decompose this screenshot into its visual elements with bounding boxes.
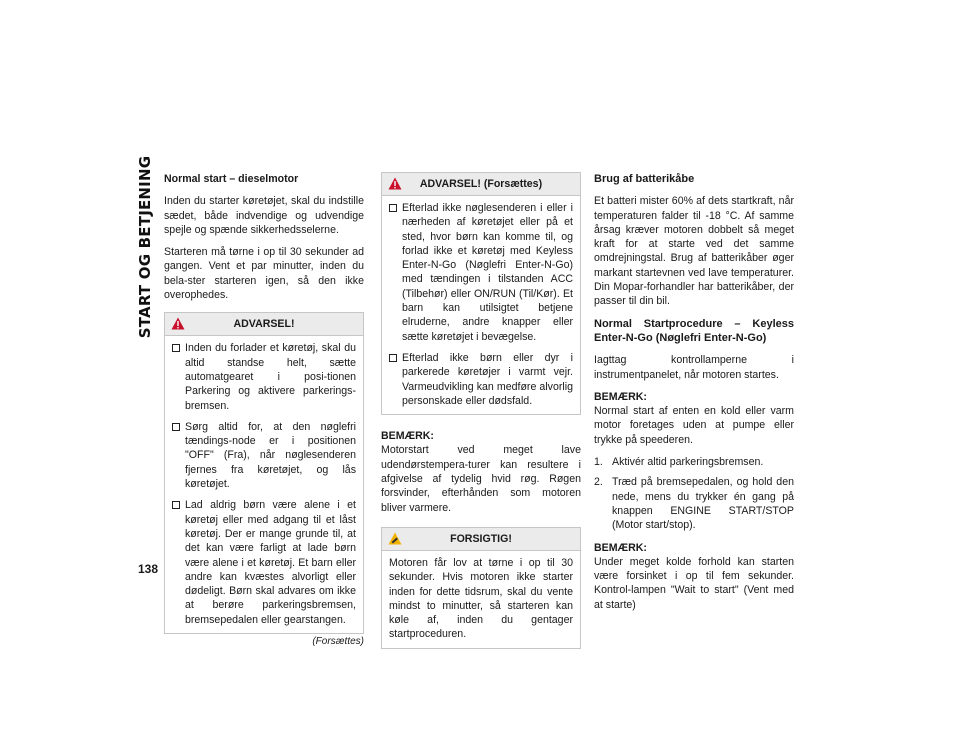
caution-title: FORSIGTIG!	[450, 532, 512, 545]
caution-box	[381, 527, 581, 649]
section-heading: Normal start – dieselmotor	[164, 173, 299, 185]
note	[594, 541, 794, 612]
paragraph: Iagttag kontrollamperne i instrumentpanelet, når motoren startes.	[594, 354, 794, 381]
warning-item: Efterlad ikke børn eller dyr i parkerede køretøjer i varmt vejr. Varmeudvikling kan medføre alvorlig personskade eller dødsfald.	[389, 351, 573, 408]
warning-header	[165, 313, 363, 336]
column-1	[164, 172, 364, 649]
chapter-title: START OG BETJENING	[136, 155, 154, 339]
note-text: Normal start af enten en kold eller varm motor foretages uden at pumpe eller trykke på speederen.	[594, 405, 794, 446]
paragraph: Starteren må tørne i op til 30 sekunder ad gangen. Vent et par minutter, inden du bela-ster starteren igen, så den ikke overophedes.	[164, 246, 364, 302]
warning-item: Inden du forlader et køretøj, skal du altid standse helt, sætte automatgearet i posi-tionen Parkering og aktivere parkerings-bremsen.	[172, 341, 356, 412]
warning-triangle-icon	[171, 317, 185, 330]
paragraph: Et batteri mister 60% af dets startkraft, når temperaturen falder til -18 °C. Af samme årsag kræver motoren dobbelt så meget kraft for at starte ved det samme omdrejningstal. Brug af batterikåber øger markant startevnen ved lave temperaturer. Din Mopar-forhandler har batterikåber, der passer til din bil.	[594, 195, 794, 308]
procedure-steps	[594, 455, 794, 532]
paragraph: Inden du starter køretøjet, skal du indstille sædet, både indvendige og udvendige spejle og spænde sikkerhedsselerne.	[164, 195, 364, 236]
warning-item: Sørg altid for, at den nøglefri tændings-node er i positionen "OFF" (Fra), når nøglesenderen fjernes fra køretøjet, og lås køretøjet.	[172, 420, 356, 491]
warning-triangle-icon	[388, 177, 402, 190]
chapter-side-tab	[134, 155, 156, 339]
note-label: BEMÆRK:	[381, 430, 434, 443]
note-label: BEMÆRK:	[594, 390, 647, 403]
note-label: BEMÆRK:	[594, 541, 647, 554]
continued-note: (Forsættes)	[312, 636, 364, 648]
warning-item: Efterlad ikke nøglesenderen i eller i nærheden af køretøjet eller på et sted, hvor børn kan komme til, og forlad ikke et køretøj med Keyless Enter-N-Go (Nøglefri Enter-N-Go) med tændingen i tilstanden ACC (Tilbehør) eller ON/RUN (Til/Kør). Et barn kan utilsigtet betjene elruderne, andre knapper eller sætte køretøjet i bevægelse.	[389, 201, 573, 344]
step-item: 1. Aktivér altid parkeringsbremsen.	[594, 456, 764, 469]
section-heading: Normal Startprocedure – Keyless Enter-N-Go (Nøglefri Enter-N-Go)	[594, 317, 794, 344]
note	[594, 390, 794, 447]
caution-text: Motoren får lov at tørne i op til 30 sekunder. Hvis motoren ikke starter inden for dette tidsrum, skal du vente mindst to minutter, så starteren kan køle af, inden du gentager startproceduren.	[389, 556, 573, 641]
step-item: 2. Træd på bremsepedalen, og hold den nede, mens du trykker én gang på knappen ENGINE START/STOP (Motor start/stop).	[594, 476, 794, 532]
column-3	[594, 172, 794, 620]
warning-title: ADVARSEL! (Forsættes)	[419, 177, 543, 190]
warning-title: ADVARSEL!	[233, 318, 295, 331]
note-text: Under meget kolde forhold kan starten være forsinket i op til fem sekunder. Kontrol-lampen "Wait to start" (Vent med at starte)	[594, 555, 794, 611]
page-number: 138	[138, 562, 159, 576]
caution-header	[382, 528, 580, 551]
warning-box-continued	[381, 172, 581, 415]
caution-triangle-icon	[388, 532, 402, 545]
warning-header	[382, 173, 580, 196]
column-2	[381, 172, 581, 649]
note	[381, 429, 581, 515]
section-heading: Brug af batterikåbe	[594, 173, 695, 185]
warning-item: Lad aldrig børn være alene i et køretøj eller med adgang til et låst køretøj. Der er mange grunde til, at det kan være farligt at lade børn være alene i et køretøj. Et barn eller andre kan kvæstes alvorligt eller dødeligt. Børn skal advares om ikke at berøre parkeringsbremsen, bremsepedalen eller gearstangen.	[172, 498, 356, 627]
note-text: Motorstart ved meget lave udendørstempera-turer kan resultere i afgivelse af tydelig hvid røg. Røgen forsvinder, efterhånden som motoren bliver varmere.	[381, 444, 581, 514]
warning-box	[164, 312, 364, 634]
